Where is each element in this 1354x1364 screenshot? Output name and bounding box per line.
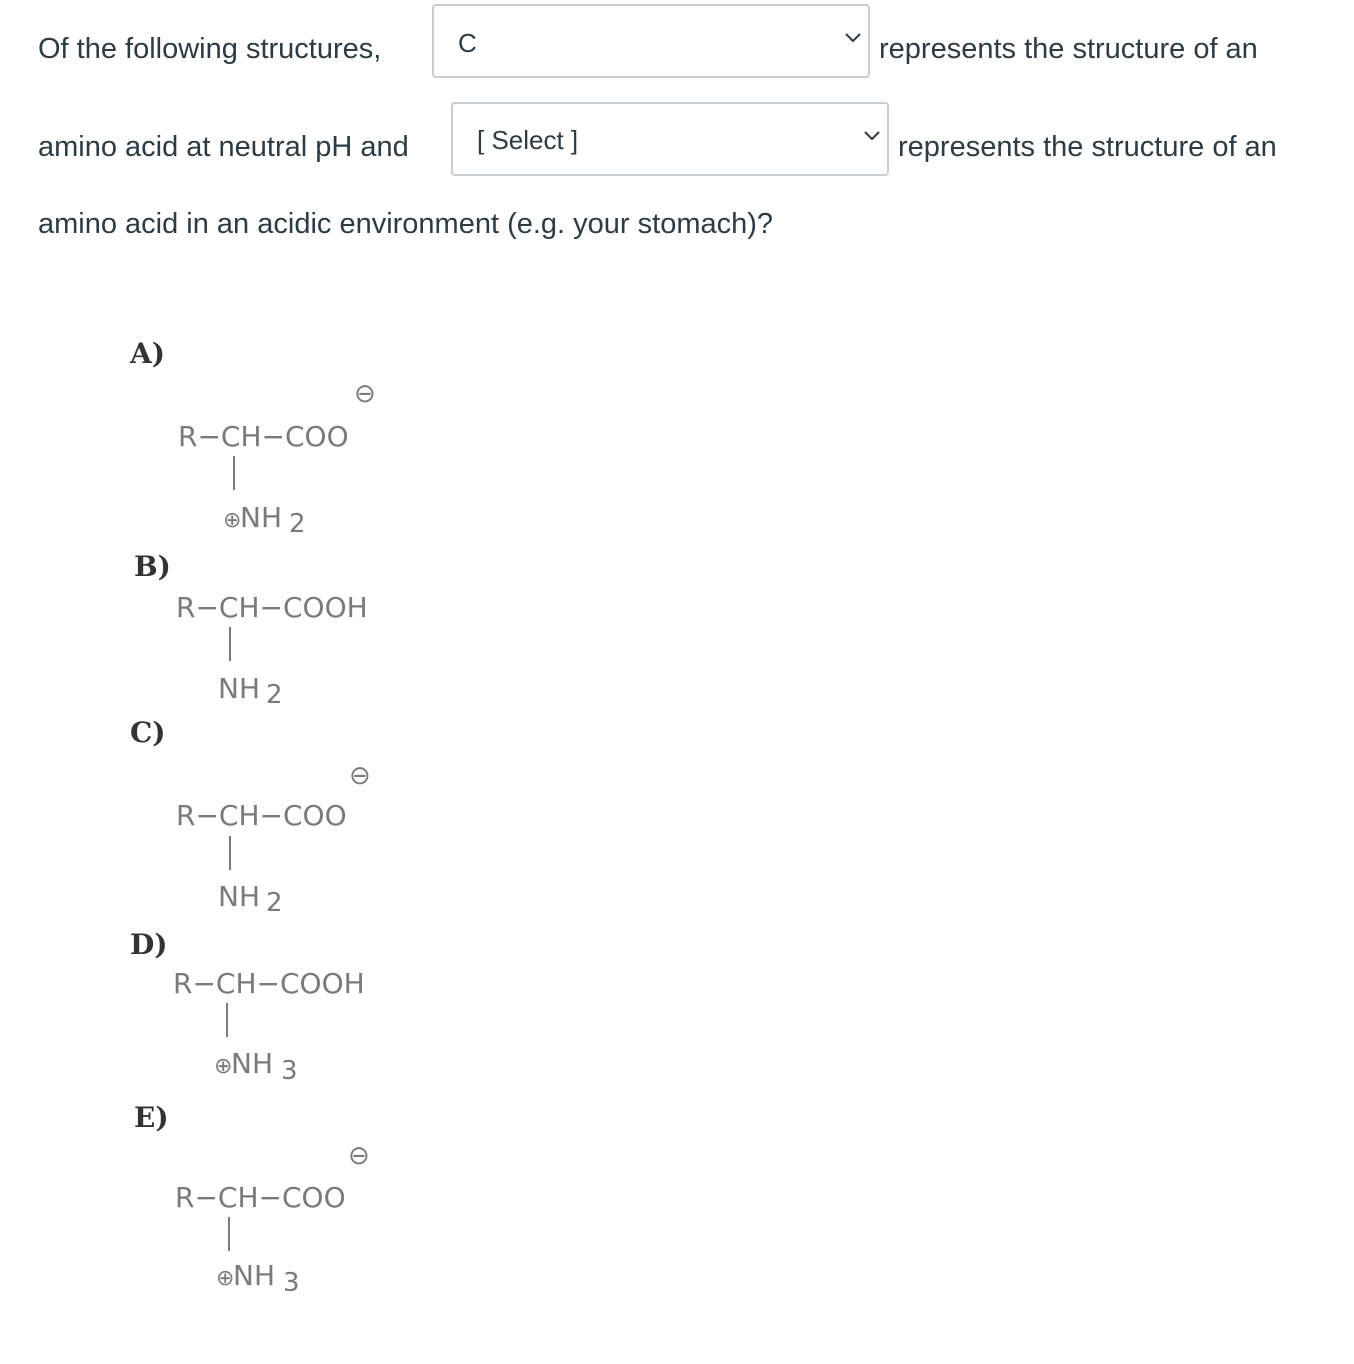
structure-b-amine-subscript: 2 (266, 680, 283, 710)
structure-d-amine-charge: ⊕ (214, 1054, 233, 1079)
structure-c-carboxyl-charge: ⊖ (349, 761, 371, 791)
structure-a-amine: NH (240, 501, 282, 534)
structure-b (176, 591, 368, 710)
structure-d (173, 967, 365, 1086)
structure-a-chain: R−CH−COO (178, 420, 349, 453)
structure-e-chain: R−CH−COO (175, 1181, 346, 1214)
structure-e-amine-charge: ⊕ (216, 1266, 235, 1291)
structure-d-amine-subscript: 3 (281, 1056, 298, 1086)
structure-b-chain: R−CH−COOH (176, 591, 368, 624)
question-line2-start: amino acid at neutral pH and (38, 131, 409, 163)
structure-c-amine-subscript: 2 (266, 888, 283, 918)
structure-a (178, 379, 376, 539)
question-line1-start: Of the following structures, (38, 33, 382, 65)
structure-c-chain: R−CH−COO (176, 799, 347, 832)
option-label-e: E) (134, 1101, 169, 1134)
answer-dropdown-1-value: C (458, 28, 477, 58)
question-line1-end: represents the structure of an (879, 33, 1258, 65)
structure-d-amine: NH (231, 1047, 273, 1080)
structure-a-amine-charge: ⊕ (223, 508, 242, 533)
structure-b-amine: NH (218, 672, 260, 705)
structure-e-carboxyl-charge: ⊖ (348, 1141, 370, 1171)
question-line3: amino acid in an acidic environment (e.g. your stomach)? (38, 208, 774, 240)
structure-c-amine: NH (218, 880, 260, 913)
question-line2-end: represents the structure of an (898, 131, 1277, 163)
answer-dropdown-2-value: [ Select ] (477, 125, 579, 155)
structure-c (176, 761, 371, 918)
option-label-a: A) (130, 337, 165, 370)
structure-d-chain: R−CH−COOH (173, 967, 365, 1000)
structure-e-amine-subscript: 3 (283, 1268, 300, 1298)
structure-e (175, 1141, 370, 1298)
option-label-d: D) (130, 928, 168, 961)
structure-e-amine: NH (233, 1259, 275, 1292)
option-label-b: B) (134, 550, 171, 583)
option-label-c: C) (130, 716, 166, 749)
structure-a-amine-subscript: 2 (289, 509, 306, 539)
structure-a-carboxyl-charge: ⊖ (354, 379, 376, 409)
